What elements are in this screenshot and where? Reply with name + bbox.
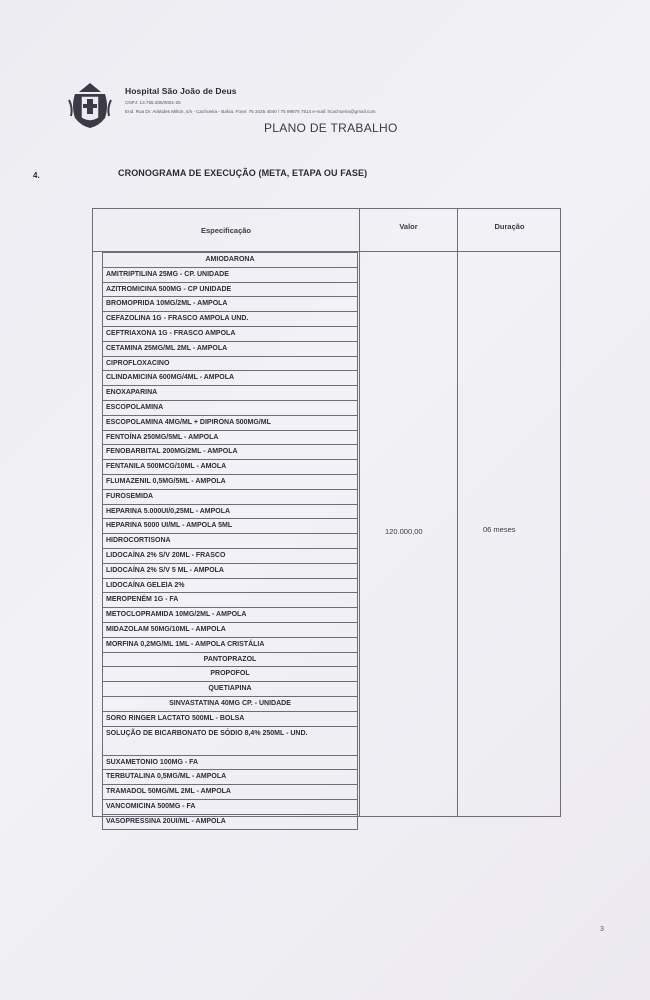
spec-item: FENOBARBITAL 200MG/2ML - AMPOLA (103, 445, 357, 460)
spec-item: LIDOCAÍNA 2% S/V 20ML - FRASCO (103, 549, 357, 564)
spec-item: CLINDAMICINA 600MG/4ML - AMPOLA (103, 371, 357, 386)
spec-item: AMIODARONA (103, 253, 357, 268)
spec-item: CIPROFLOXACINO (103, 357, 357, 372)
spec-item: METOCLOPRAMIDA 10MG/2ML - AMPOLA (103, 608, 357, 623)
spec-item: CETAMINA 25MG/ML 2ML - AMPOLA (103, 342, 357, 357)
spec-item: ESCOPOLAMINA (103, 401, 357, 416)
spec-item: PROPOFOL (103, 667, 357, 682)
spec-item: TRAMADOL 50MG/ML 2ML - AMPOLA (103, 785, 357, 800)
column-divider (457, 209, 458, 816)
header-especificacao: Especificação (200, 225, 252, 235)
spec-item: SOLUÇÃO DE BICARBONATO DE SÓDIO 8,4% 250ML - UND. (103, 727, 357, 756)
hospital-address: End. Rua Dr. Aristides Milton, s/n - Cachoeira - Bahia. Fone: 75 3425 4040 / 75 99876 7514 e-mail: hcachoeira@gmail.com (125, 109, 376, 114)
document-title: PLANO DE TRABALHO (264, 121, 398, 135)
spec-item: MORFINA 0,2MG/ML 1ML - AMPOLA CRISTÁLIA (103, 638, 357, 653)
header-valor: Valor (399, 221, 418, 231)
spec-item: BROMOPRIDA 10MG/2ML - AMPOLA (103, 297, 357, 312)
spec-item: QUETIAPINA (103, 682, 357, 697)
spec-item: FLUMAZENIL 0,5MG/5ML - AMPOLA (103, 475, 357, 490)
valor-cell: 120.000,00 (385, 527, 423, 536)
spec-item: TERBUTALINA 0,5MG/ML - AMPOLA (103, 770, 357, 785)
spec-item: CEFTRIAXONA 1G - FRASCO AMPOLA (103, 327, 357, 342)
spec-item: LIDOCAÍNA GELEIA 2% (103, 579, 357, 594)
spec-item: SINVASTATINA 40MG CP. - UNIDADE (103, 697, 357, 712)
spec-item: ESCOPOLAMINA 4MG/ML + DIPIRONA 500MG/ML (103, 416, 357, 431)
header-duracao: Duração (494, 221, 525, 231)
page-number: 3 (600, 926, 604, 933)
hospital-cnpj: CNPJ: 13.755.336/0001-25 (125, 100, 181, 105)
hospital-name: Hospital São João de Deus (125, 86, 237, 96)
spec-item: SUXAMETONIO 100MG - FA (103, 756, 357, 771)
section-number: 4. (33, 171, 40, 180)
spec-item: FENTANILA 500MCG/10ML - AMOLA (103, 460, 357, 475)
section-title: CRONOGRAMA DE EXECUÇÃO (META, ETAPA OU FASE) (118, 168, 368, 178)
spec-item: MEROPENÉM 1G - FA (103, 593, 357, 608)
spec-item: HIDROCORTISONA (103, 534, 357, 549)
spec-item: ENOXAPARINA (103, 386, 357, 401)
spec-item: HEPARINA 5000 UI/ML - AMPOLA 5ML (103, 519, 357, 534)
spec-item: CEFAZOLINA 1G - FRASCO AMPOLA UND. (103, 312, 357, 327)
spec-item: AZITROMICINA 500MG - CP UNIDADE (103, 283, 357, 298)
spec-item: VASOPRESSINA 20UI/ML - AMPOLA (106, 817, 226, 825)
column-divider (359, 209, 360, 816)
spec-item: FENTOÍNA 250MG/5ML - AMPOLA (103, 431, 357, 446)
spec-item: HEPARINA 5.000UI/0,25ML - AMPOLA (103, 505, 357, 520)
spec-item: VANCOMICINA 500MG - FA (103, 800, 357, 815)
duracao-cell: 06 meses (483, 525, 516, 534)
hospital-logo-icon (67, 80, 113, 130)
specification-list (102, 252, 358, 830)
spec-item: SORO RINGER LACTATO 500ML - BOLSA (103, 712, 357, 727)
spec-item: MIDAZOLAM 50MG/10ML - AMPOLA (103, 623, 357, 638)
spec-item: AMITRIPTILINA 25MG - CP. UNIDADE (103, 268, 357, 283)
spec-item: FUROSEMIDA (103, 490, 357, 505)
spec-item: LIDOCAÍNA 2% S/V 5 ML - AMPOLA (103, 564, 357, 579)
spec-item: PANTOPRAZOL (103, 653, 357, 668)
